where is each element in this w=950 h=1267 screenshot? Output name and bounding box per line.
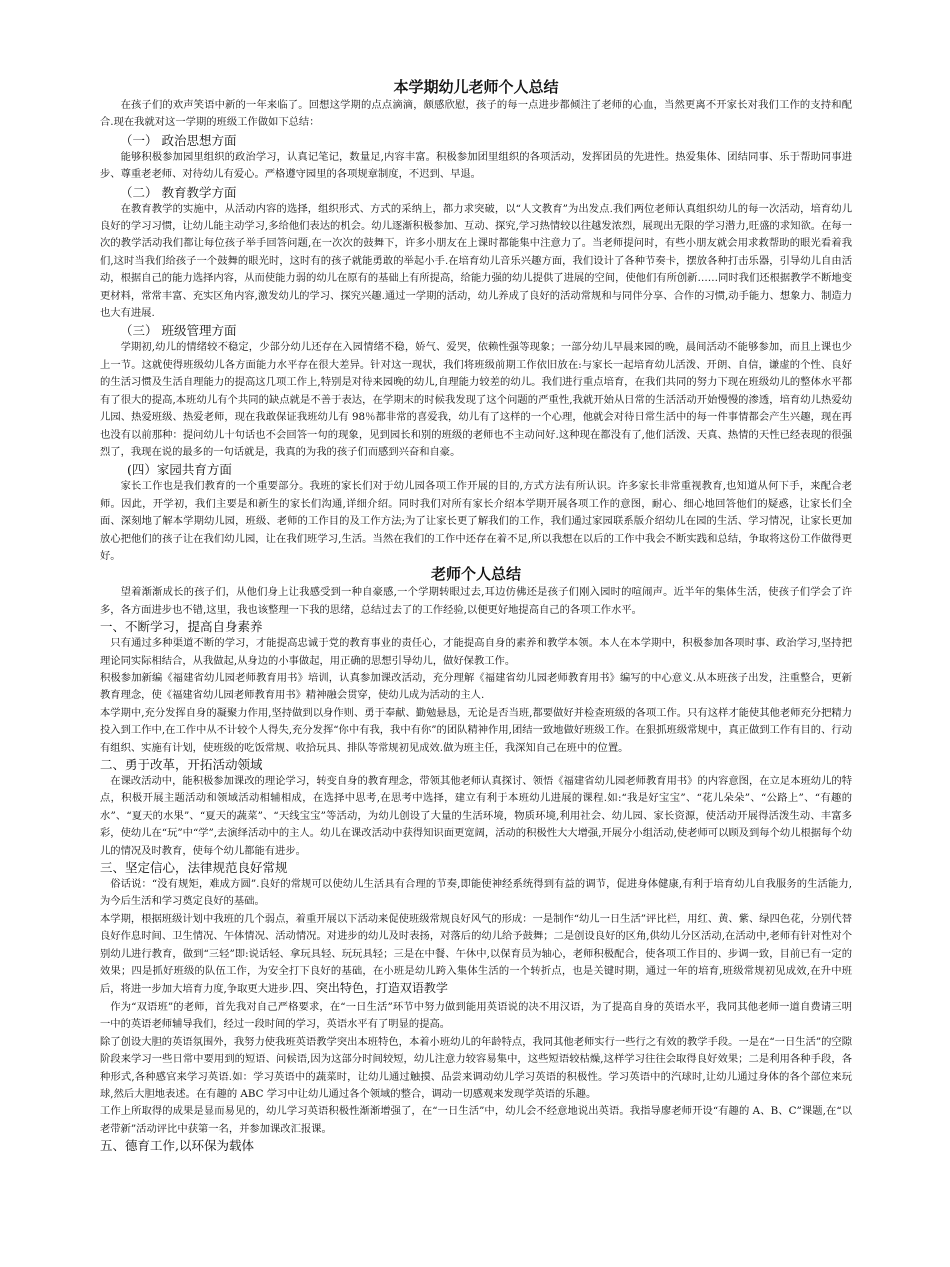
doc2-h3-paragraph-1: 俗话说：“没有规矩，难成方圆”.良好的常规可以使幼儿生活具有合理的节奏,即能使神经系统得到有益的调节，促进身体健康,有利于培育幼儿自我服务的生活能力,为今后生活和学习奠定良好的基础。 bbox=[100, 878, 852, 908]
doc1-section4-heading: (四）家园共育方面 bbox=[127, 462, 232, 478]
doc1-section2-paragraph: 在教育教学的实施中，从活动内容的选择，组织形式、方式的采纳上，都力求突破，以“人文教育”为出发点.我们两位老师认真组织幼儿的每一次活动，培育幼儿良好的学习习惯，让幼儿能主动学习,多给他们表达的机会。幼儿逐渐积极参加、互动、探究,学习热情较以往越发浓烈，展现出无限的学习潜力,旺盛的求知欲。在每一次的教学活动我们都让每位孩子举手回答问题,在一次次的鼓舞下，许多小朋友在上课时都能集中注意力了。当老师提问时，有些小朋友就会用求救帮助的眼光看着我们,这时当我们给孩子一个鼓舞的眼光时，这时有的孩子就能勇敢的举起小手.在培育幼儿音乐兴趣方面，我们设计了各种节奏卡，摆放各种打击乐器，引导幼儿自由活动，根据自己的能力选择内容，从而使能力弱的幼儿在原有的基础上有所提高，给能力强的幼儿提供了进展的空间，使他们有所创新……同时我们还根据教学不断地变更材料，常常丰富、充实区角内容,激发幼儿的学习、探究兴趣.通过一学期的活动，幼儿养成了良好的活动常规和与同伴分享、合作的习惯,动手能力、想象力、制造力也大有进展. bbox=[100, 202, 852, 320]
doc1-section1-paragraph: 能够积极参加园里组织的政治学习，认真记笔记，数量足,内容丰富。积极参加团里组织的各项活动，发挥团员的先进性。热爱集体、团结同事、乐于帮助同事进步、尊重老老师、对待幼儿有爱心。严格遵守园里的各项规章制度，不迟到、早退。 bbox=[100, 150, 852, 181]
doc2-title: 老师个人总结 bbox=[430, 565, 521, 584]
doc2-intro: 望着渐渐成长的孩子们，从他们身上让我感受到一种自豪感,一个学期转眼过去,耳边仿佛还是孩子们刚入园时的喧闹声。近半年的集体生活，使孩子们学会了许多，各方面进步也不错,这里，我也该整理一下我的思绪，总结过去了的工作经验,以便更好地提高自己的各项工作水平。 bbox=[100, 586, 852, 616]
doc2-h1-paragraph-2: 积极参加新编《福建省幼儿园老师教育用书》培训，认真参加课改活动，充分理解《福建省幼儿园老师教育用书》编写的中心意义.从本班孩子出发，注重整合，更新教育理念，使《福建省幼儿园老师教育用书》精神融会贯穿，使幼儿成为活动的主人. bbox=[100, 671, 852, 702]
doc2-heading-5: 五、德育工作,以环保为载体 bbox=[100, 1138, 254, 1154]
doc2-heading-3: 三、坚定信心，法律规范良好常规 bbox=[100, 860, 288, 876]
doc1-section4-paragraph: 家长工作也是我们教育的一个重要部分。我班的家长们对于幼儿园各项工作开展的目的,方式方法有所认识。许多家长非常重视教育,也知道从何下手，来配合老师。因此，开学初，我们主要是和新生的家长们沟通,详细介绍。同时我们对所有家长介绍本学期开展各项工作的意图，耐心、细心地回答他们的疑惑，让家长们全面、深刻地了解本学期幼儿园，班级、老师的工作目的及工作方法;为了让家长更了解我们的工作，我们通过家园联系版介绍幼儿在园的生活、学习情况，让家长更加放心把他们的孩子让在我们幼儿园，让在我们班学习,生活。当然在我们的工作中还存在着不足,所以我想在以后的工作中我会不断实践和总结，争取将这份工作做得更好。 bbox=[100, 480, 852, 562]
document-page bbox=[100, 78, 852, 1154]
doc1-intro: 在孩子们的欢声笑语中新的一年来临了。回想这学期的点点滴滴，颇感欣慰，孩子的每一点进步都倾注了老师的心血，当然更离不开家长对我们工作的支持和配合.现在我就对这一学期的班级工作做如下总结： bbox=[100, 99, 852, 129]
doc2-h2-paragraph-1: 在课改活动中，能积极参加课改的理论学习，转变自身的教育理念，带领其他老师认真探讨、领悟《福建省幼儿园老师教育用书》的内容意图，在立足本班幼儿的特点，积极开展主题活动和领域活动相辅相成，在选择中思考,在思考中选择，建立有利于本班幼儿进展的课程.如:“我是好宝宝”、“花儿朵朵”、“公路上”、“有趣的水”、“夏天的水果”、“夏天的蔬菜”、“天线宝宝”等活动，为幼儿创设了大量的生活环境，物质环境,利用社会、幼儿园、家长资源，使活动开展得活泼生动、丰富多彩，使幼儿在“玩”中“学”,去演绎活动中的主人。幼儿在课改活动中获得知识面更宽阔，活动的积极性大大增强,开展分小组活动,使老师可以顾及到每个幼儿根据每个幼儿的情况及时教育，使每个幼儿都能有进步。 bbox=[100, 775, 852, 857]
doc2-heading-1: 一、不断学习，提高自身素养 bbox=[100, 619, 263, 635]
doc1-section3-paragraph: 学期初,幼儿的情绪较不稳定，少部分幼儿还存在入园情绪不稳，娇气、爱哭，依赖性强等现象；一部分幼儿早晨来园的晚，晨间活动不能够参加，而且上课也少上一节。这就使得班级幼儿各方面能力水平存在很大差异。针对这一现状，我们将班级前期工作依旧放在:与家长一起培育幼儿活泼、开朗、自信，谦虚的个性、良好的生活习惯及生活自理能力的提高这几项工作上,特别是对待来园晚的幼儿,自理能力较差的幼儿。我们进行重点培育，在我们共同的努力下现在班级幼儿的整体水平都有了很大的提高,本班幼儿有个共同的缺点就是不善于表达，在学期末的时候我发现了这个问题的严重性,我就开始从日常的生活活动开始慢慢的渗透，培育幼儿热爱幼儿园、热爱班级、热爱老师，现在我敢保证我班幼儿有 98％都非常的喜爱我，幼儿有了这样的一个心理，他就会对待日常生活中的每一件事情都会产生兴趣，现在再也没有以前那种：提问幼儿十句话也不会回答一句的现象，见到园长和别的班级的老师也不主动问好.这种现在都没有了,他们活泼、天真、热情的天性已经表现的很强烈了，我现在说的最多的一句话就是，我真的为我的孩子们而感到兴奋和自豪。 bbox=[100, 341, 852, 458]
doc2-h3-paragraph-2-text: 本学期，根据班级计划中我班的几个弱点，着重开展以下活动来促使班级常规良好风气的形成：一是制作“幼儿一日生活”评比栏，用红、黄、紫、绿四色花，分别代替良好作息时间、卫生情况、午体情况、活动情况。对进步的幼儿及时表扬，对落后的幼儿给予鼓舞；二是创设良好的区角,供幼儿分区活动,在活动中,老师有针对性对个别幼儿进行教育，做到“三轻”即:说话轻、拿玩具轻、玩玩具轻；三是在中餐、午休中,以保育员为轴心，老师积极配合，使各项工作目的、步调一致，目前已有一定的效果；四是抓好班级的队伍工作，为安全打下良好的基础，在小班是幼儿跨入集体生活的一个转折点，也是关键时期，通过一年的培育,班级常规初见成效,在升中班后，将进一步加大培育力度,争取更大进步. bbox=[100, 912, 852, 996]
doc1-section3-heading: （三） 班级管理方面 bbox=[120, 323, 237, 339]
doc2-heading-4: 四、突出特色，打造双语教学 bbox=[291, 981, 448, 996]
doc1-section1-heading: （一） 政治思想方面 bbox=[120, 132, 237, 148]
doc2-h4-paragraph-1: 作为“双语班”的老师，首先我对自己严格要求，在“一日生活”环节中努力做到能用英语说的决不用汉语，为了提高自身的英语水平，我同其他老师一道自费请三明一中的英语老师辅导我们，经过一段时间的学习，英语水平有了明显的提高。 bbox=[100, 1000, 852, 1031]
doc2-h3-paragraph-2 bbox=[100, 911, 852, 999]
doc2-h1-paragraph-3: 本学期中,充分发挥自身的凝聚力作用,坚持做到以身作则、勇于奉献、勤勉悬恳，无论是否当班,都要做好并检查班级的各项工作。只有这样才能使其他老师充分把精力投入到工作中,在工作中从不计较个人得失,充分发挥“你中有我，我中有你”的团队精神作用,团结一致地做好班级工作。在狠抓班级常规中，真正做到工作有目的、行动有组织、实施有计划，使班级的吃饭常规、收拾玩具、排队等常规初见成效.做为班主任，我深知自己在班中的位置。 bbox=[100, 706, 852, 754]
doc2-h4-paragraph-2: 除了创设大胆的英语氛围外，我努力使我班英语教学突出本班特色，本着小班幼儿的年龄特点，我同其他老师实行一些行之有效的教学手段。一是在“一日生活”的空隙阶段来学习一些日常中要用到的短语、问候语,因为这部分时间较短，幼儿注意力较容易集中，这些短语较枯燥,这样学习往往会取得良好效果；二是利用各种手段，各种形式,各种感官来学习英语.如：学习英语中的蔬菜时，让幼儿通过触摸、品尝来调动幼儿学习英语的积极性。学习英语中的汽球时,让幼儿通过身体的各个部位来玩球,然后大胆地表述。在有趣的 ABC 学习中让幼儿通过各个领域的整合，调动一切感观来发现学英语的乐趣。 bbox=[100, 1035, 852, 1100]
doc2-h4-paragraph-3: 工作上所取得的成果是显而易见的，幼儿学习英语积极性渐渐增强了，在“一日生活”中，幼儿会不经意地说出英语。我指导廖老师开设“有趣的 A、B、C”课题,在“以老带新”活动评比中获第一名，并参加课改汇报课。 bbox=[100, 1105, 852, 1135]
doc1-section2-heading: （二） 教育教学方面 bbox=[120, 184, 237, 200]
doc2-h1-paragraph-1: 只有通过多种渠道不断的学习，才能提高忠诚于党的教育事业的责任心，才能提高自身的素养和教学本领。本人在本学期中，积极参加各项时事、政治学习,坚持把理论同实际相结合，从我做起,从身边的小事做起，用正确的思想引导幼儿，做好保教工作。 bbox=[100, 637, 852, 667]
doc1-title: 本学期幼儿老师个人总结 bbox=[393, 78, 559, 96]
doc2-heading-2: 二、勇于改革，开拓活动领域 bbox=[100, 757, 263, 772]
